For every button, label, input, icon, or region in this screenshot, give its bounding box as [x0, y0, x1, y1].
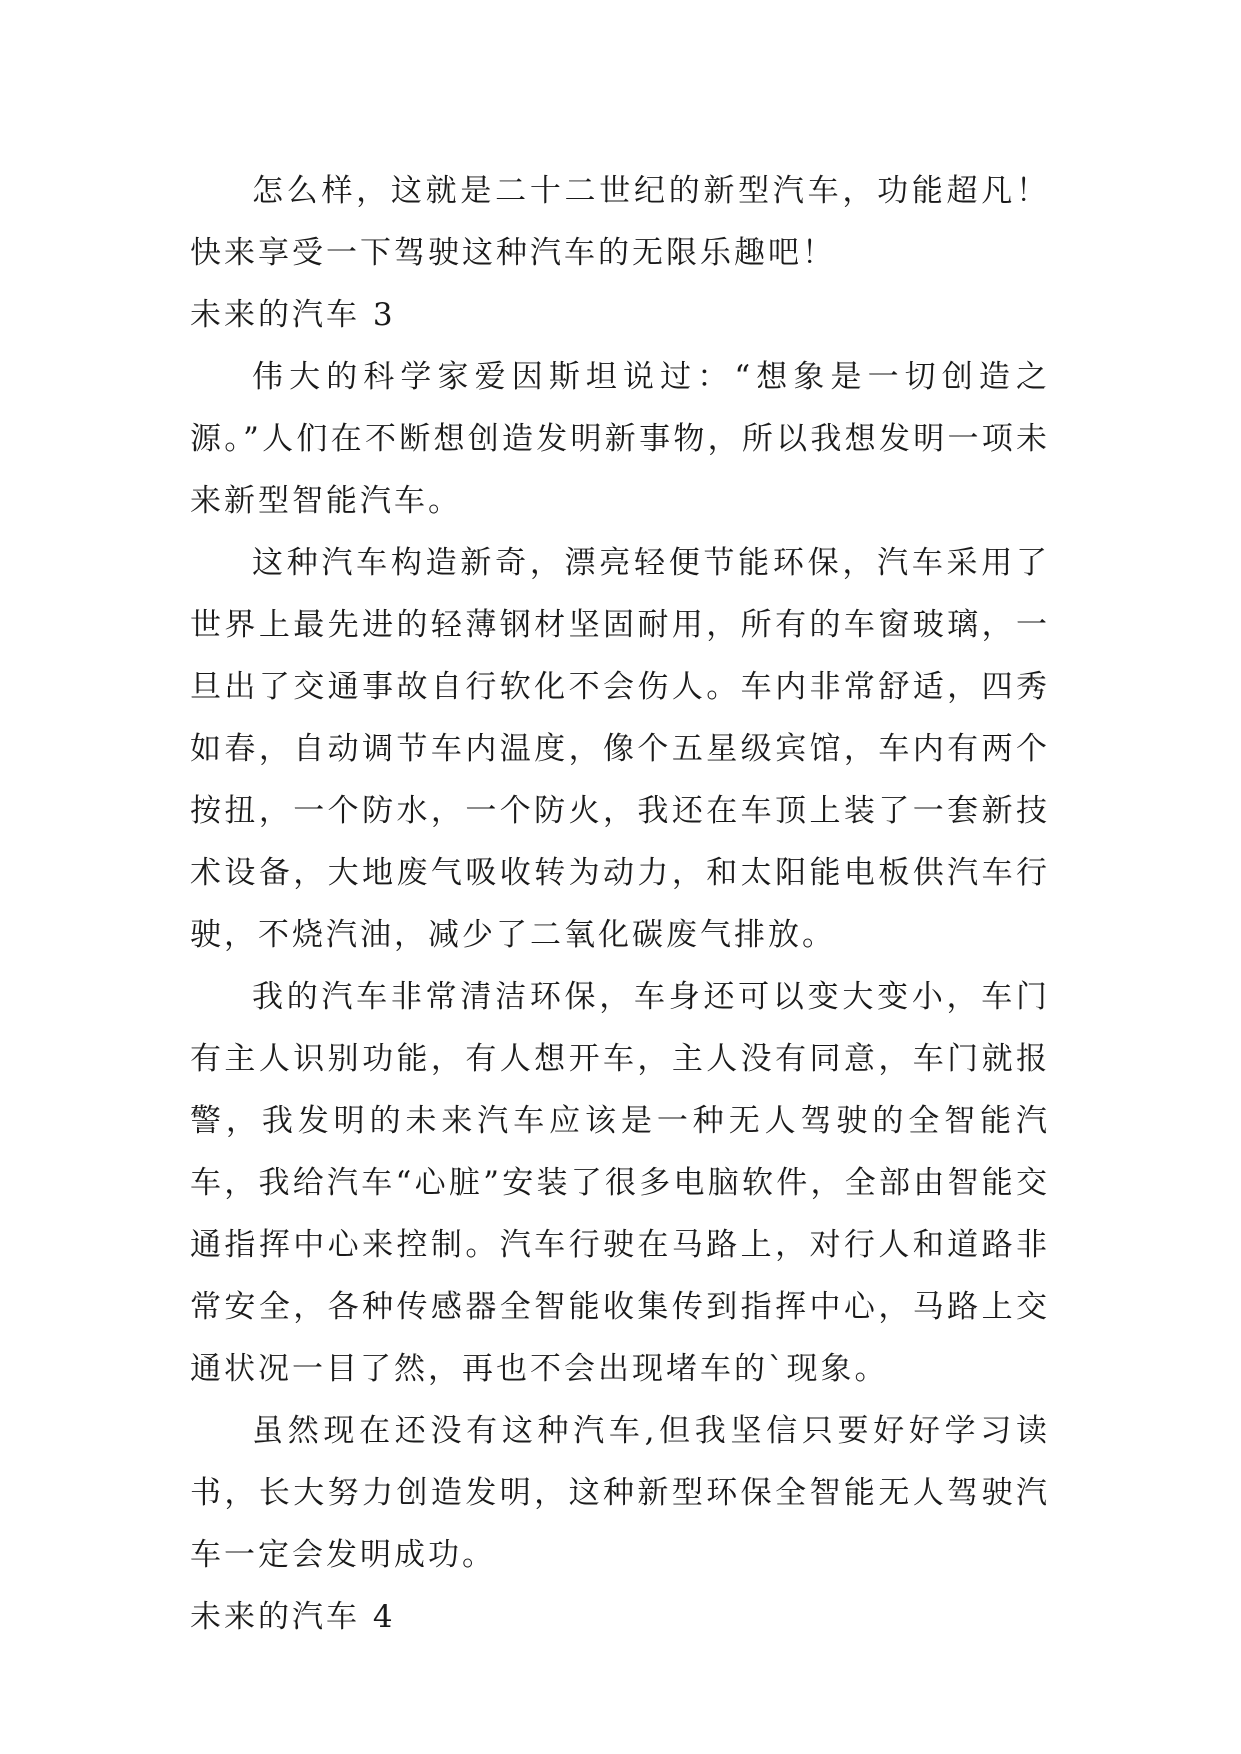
paragraph-conclusion: 虽然现在还没有这种汽车,但我坚信只要好好学习读书，长大努力创造发明，这种新型环保全智能无人驾驶汽车一定会发明成功。	[190, 1413, 1050, 1573]
document-body	[190, 160, 1050, 1648]
paragraph-car-features: 我的汽车非常清洁环保，车身还可以变大变小，车门有主人识别功能，有人想开车，主人没有同意，车门就报警，我发明的未来汽车应该是一种无人驾驶的全智能汽车，我给汽车“心脏”安装了很多电脑软件，全部由智能交通指挥中心来控制。汽车行驶在马路上，对行人和道路非常安全，各种传感器全智能收集传到指挥中心，马路上交通状况一目了然，再也不会出现堵车的`现象。	[190, 979, 1050, 1387]
section-heading-3: 未来的汽车 3	[190, 297, 396, 333]
paragraph-intro-end: 怎么样，这就是二十二世纪的新型汽车，功能超凡！快来享受一下驾驶这种汽车的无限乐趣吧！	[190, 173, 1050, 271]
paragraph-einstein-quote: 伟大的科学家爱因斯坦说过：“想象是一切创造之源。”人们在不断想创造发明新事物，所以我想发明一项未来新型智能汽车。	[190, 359, 1050, 519]
section-heading-4: 未来的汽车 4	[190, 1599, 396, 1635]
paragraph-car-structure: 这种汽车构造新奇，漂亮轻便节能环保，汽车采用了世界上最先进的轻薄钢材坚固耐用，所有的车窗玻璃，一旦出了交通事故自行软化不会伤人。车内非常舒适，四秀如春，自动调节车内温度，像个五星级宾馆，车内有两个按扭，一个防水，一个防火，我还在车顶上装了一套新技术设备，大地废气吸收转为动力，和太阳能电板供汽车行驶，不烧汽油，减少了二氧化碳废气排放。	[190, 545, 1050, 953]
